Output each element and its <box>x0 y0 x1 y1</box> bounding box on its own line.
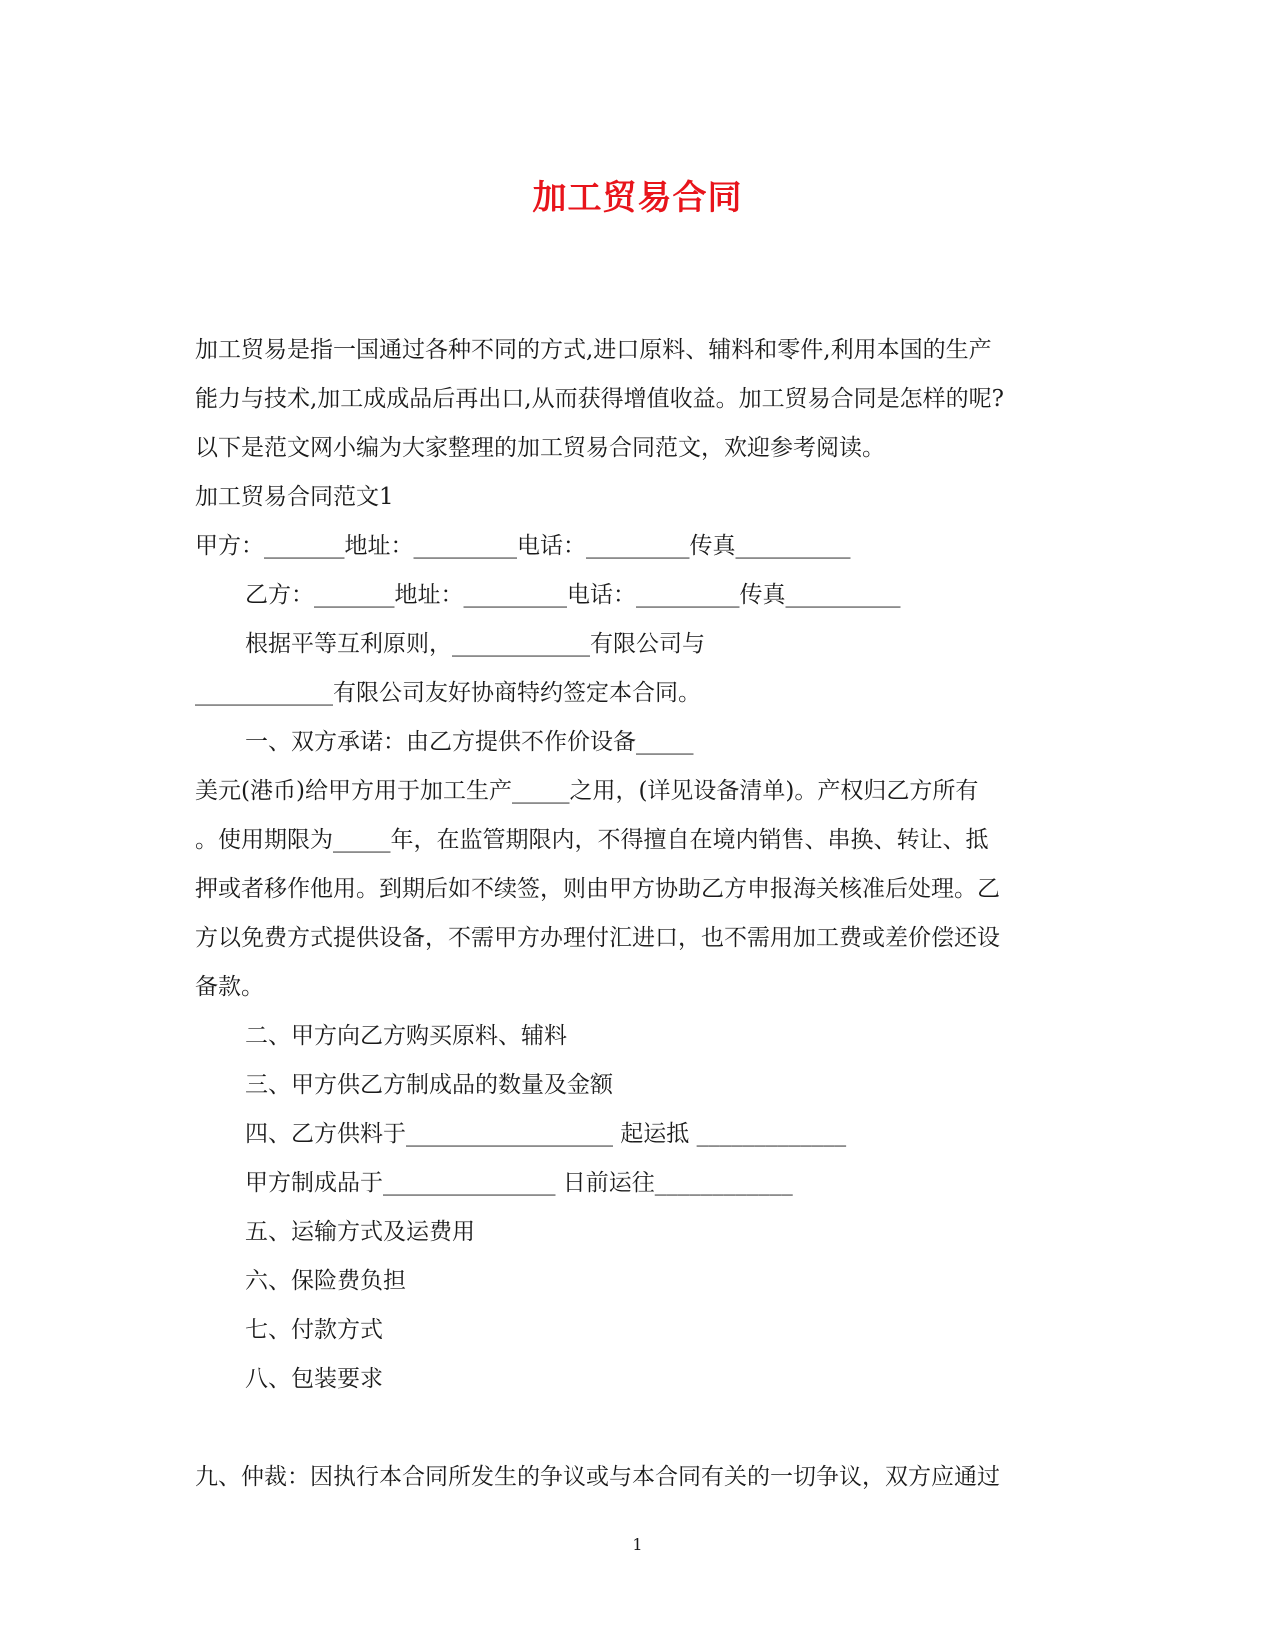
clause-6: 六、保险费负担 <box>245 1268 406 1294</box>
document-title: 加工贸易合同 <box>532 178 743 218</box>
clause-1-line-6: 备款。 <box>195 974 264 1000</box>
clause-5: 五、运输方式及运费用 <box>245 1219 475 1245</box>
clause-4-line-2: 甲方制成品于_______________ 日前运往____________ <box>245 1170 793 1196</box>
party-a-line: 甲方：_______地址：_________电话：_________传真__________ <box>195 533 851 559</box>
party-b-line: 乙方：_______地址：_________电话：_________传真__________ <box>245 582 901 608</box>
clause-8: 八、包装要求 <box>245 1366 383 1392</box>
intro-line-3: 以下是范文网小编为大家整理的加工贸易合同范文，欢迎参考阅读。 <box>195 435 885 461</box>
document-body <box>195 326 1075 1502</box>
clause-1-line-1: 一、双方承诺：由乙方提供不作价设备_____ <box>245 729 694 755</box>
clause-9: 九、仲裁：因执行本合同所发生的争议或与本合同有关的一切争议，双方应通过 <box>195 1464 1000 1490</box>
clause-4-line-1: 四、乙方供料于__________________ 起运抵 _____________ <box>245 1121 847 1147</box>
page-number: 1 <box>632 1535 643 1554</box>
intro-line-2: 能力与技术,加工成成品后再出口,从而获得增值收益。加工贸易合同是怎样的呢? <box>195 386 1004 412</box>
clause-1-line-3: 。使用期限为_____年，在监管期限内，不得擅自在境内销售、串换、转让、抵 <box>195 827 989 853</box>
intro-line-1: 加工贸易是指一国通过各种不同的方式,进口原料、辅料和零件,利用本国的生产 <box>195 337 992 363</box>
paragraph-gap <box>195 1404 1075 1453</box>
clause-1-line-2: 美元(港币)给甲方用于加工生产_____之用，(详见设备清单)。产权归乙方所有 <box>195 778 979 804</box>
clause-2: 二、甲方向乙方购买原料、辅料 <box>245 1023 567 1049</box>
agreement-line: ____________有限公司友好协商特约签定本合同。 <box>195 680 701 706</box>
clause-1-line-4: 押或者移作他用。到期后如不续签，则由甲方协助乙方申报海关核准后处理。乙 <box>195 876 1000 902</box>
clause-3: 三、甲方供乙方制成品的数量及金额 <box>245 1072 613 1098</box>
clause-7: 七、付款方式 <box>245 1317 383 1343</box>
principle-line: 根据平等互利原则，____________有限公司与 <box>245 631 705 657</box>
clause-1-line-5: 方以免费方式提供设备，不需甲方办理付汇进口，也不需用加工费或差价偿还设 <box>195 925 1000 951</box>
section-heading: 加工贸易合同范文1 <box>195 484 394 510</box>
